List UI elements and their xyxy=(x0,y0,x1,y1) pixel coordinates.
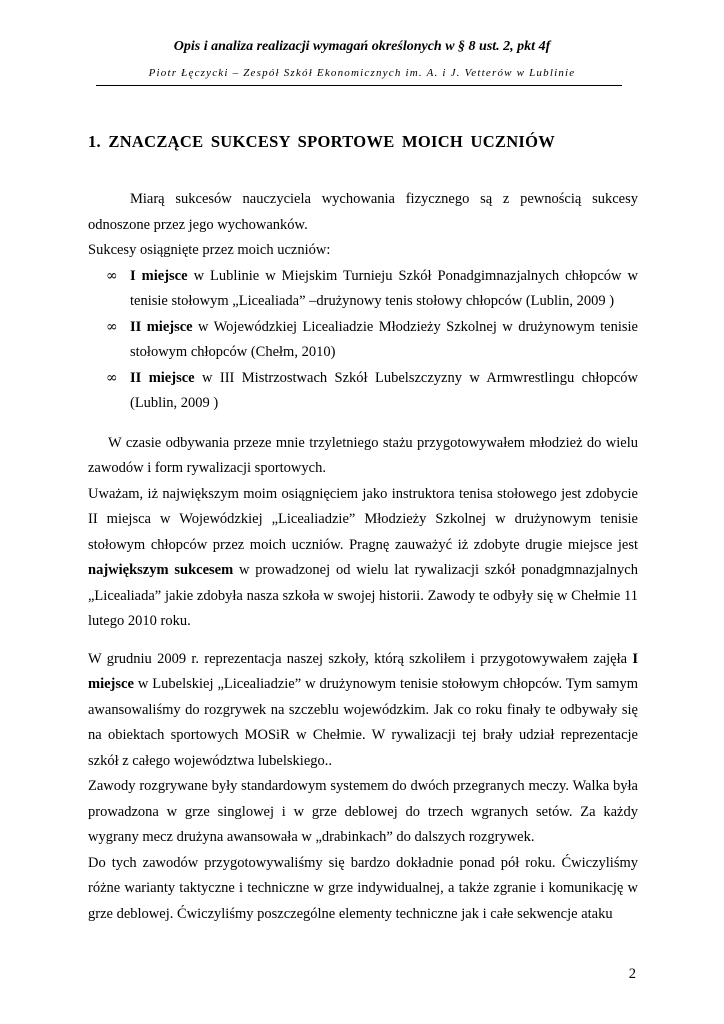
page-number: 2 xyxy=(628,966,636,982)
list-item-bold: I miejsce xyxy=(130,267,188,284)
infinity-bullet-icon: ∞ xyxy=(106,369,118,386)
paragraph-achievement xyxy=(88,482,638,635)
list-item-text: w III Mistrzostwach Szkół Lubelszczyzny w Armwrestlingu chłopców (Lublin, 2009 ) xyxy=(130,369,639,411)
paragraph-training: W czasie odbywania przeze mnie trzyletniego stażu przygotowywałem młodzież do wielu zawodów i form rywalizacji sportowych. xyxy=(88,434,638,476)
paragraph-preparation: Do tych zawodów przygotowywaliśmy się bardzo dokładnie ponad pół roku. Ćwiczyliśmy różne warianty taktyczne i techniczne w grze indywidualnej, a także zgranie i komunikację w grze deblowej. Ćwiczyliśmy poszczególne elementy techniczne jak i całe sekwencje ataku xyxy=(88,854,638,922)
paragraph-bold: I miejsce xyxy=(88,650,638,692)
paragraph-intro: Miarą sukcesów nauczyciela wychowania fizycznego są z pewnością sukcesy odnoszone przez jego wychowanków. xyxy=(88,191,638,233)
document-body xyxy=(88,187,638,927)
list-item xyxy=(88,366,638,417)
paragraph-text: w prowadzonej od wielu lat rywalizacji szkół ponadgmnazjalnych „Licealiada” jakie zdobyła nasza szkoła w swojej historii. Zawody te odbyły się w Chełmie 11 lutego 2010 roku. xyxy=(88,562,638,629)
header-rule xyxy=(96,85,622,86)
section-title: 1. ZNACZĄCE SUKCESY SPORTOWE MOICH UCZNIÓW xyxy=(88,132,556,151)
header-title: Opis i analiza realizacji wymagań określonych w § 8 ust. 2, pkt 4f xyxy=(173,39,551,54)
paragraph-december xyxy=(88,647,638,775)
list-item-bold: II miejsce xyxy=(130,318,193,335)
infinity-bullet-icon: ∞ xyxy=(106,318,118,335)
paragraph-competition-system: Zawody rozgrywane były standardowym systemem do dwóch przegranych meczy. Walka była prowadzona w grze singlowej i w grze deblowej do trzech wgranych setów. Za każdy wygrany mecz drużyna awansowała w „drabinkach” do dalszych rozgrywek. xyxy=(88,778,638,845)
paragraph-text: Uważam, iż największym moim osiągnięciem jako instruktora tenisa stołowego jest zdobycie II miejsca w Wojewódzkiej „Licealiadzie” Młodzieży Szkolnej w drużynowym tenisie stołowym chłopców przez moich uczniów. Pragnę zauważyć iż zdobyte drugie miejsce jest xyxy=(88,485,638,553)
paragraph-list-intro: Sukcesy osiągnięte przez moich uczniów: xyxy=(88,242,331,258)
paragraph-text: w Lubelskiej „Licealiadzie” w drużynowym tenisie stołowym chłopców. Tym samym awansowaliśmy do rozgrywek na szczeblu wojewódzkim. Jak co roku finały te odbywały się na obiektach sportowych MOSiR w Chełmie. W rywalizacji tej brały udział reprezentacje szkół z całego województwa lubelskiego.. xyxy=(88,676,638,769)
header-subtitle: Piotr Łęczycki – Zespół Szkół Ekonomicznych im. A. i J. Vetterów w Lublinie xyxy=(148,67,576,79)
list-item-text: w Lublinie w Miejskim Turnieju Szkół Ponadgimnazjalnych chłopców w tenisie stołowym „Licealiada” –drużynowy tenis stołowy chłopców (Lublin, 2009 ) xyxy=(130,267,638,309)
list-item xyxy=(88,264,638,315)
list-item xyxy=(88,315,638,366)
achievements-list xyxy=(88,264,638,417)
paragraph-text: W grudniu 2009 r. reprezentacja naszej szkoły, którą szkoliłem i przygotowywałem zajęła xyxy=(88,650,633,667)
paragraph-bold: największym sukcesem xyxy=(88,562,234,578)
list-item-text: w Wojewódzkiej Licealiadzie Młodzieży Szkolnej w drużynowym tenisie stołowym chłopców (Chełm, 2010) xyxy=(130,318,638,360)
infinity-bullet-icon: ∞ xyxy=(106,267,118,284)
list-item-bold: II miejsce xyxy=(130,369,195,386)
